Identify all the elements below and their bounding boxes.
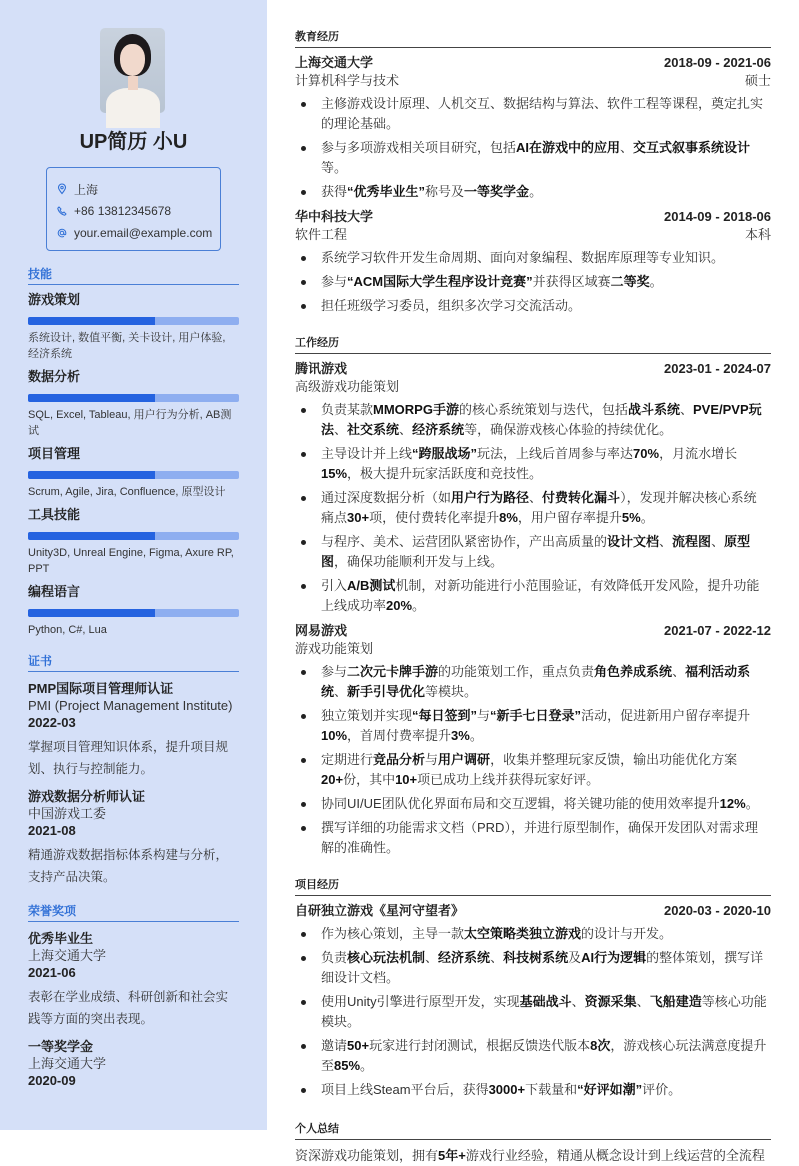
text-segment: 与程序、美术、运营团队紧密协作，产出高质量的	[321, 534, 608, 549]
bold-text: 8次	[590, 1038, 611, 1053]
skill-level-fill	[28, 532, 155, 540]
bold-text: PVE/PVP玩法	[321, 402, 762, 437]
major: 软件工程	[295, 227, 348, 242]
text-segment: 资深游戏功能策划，拥有	[295, 1148, 439, 1163]
bold-text: 12%	[719, 796, 746, 811]
skill-level-fill	[28, 471, 155, 479]
text-segment: 份，其中	[343, 772, 396, 787]
degree: 本科	[744, 227, 771, 242]
work-date: 2021-07 - 2022-12	[664, 623, 771, 638]
bold-text: 经济系统	[412, 422, 465, 437]
company-name: 网易游戏	[295, 623, 348, 638]
text-segment: 等。	[321, 160, 348, 175]
bold-text: 流程图	[672, 534, 712, 549]
text-segment: ，首周付费率提升	[347, 728, 452, 743]
certificates-description: 掌握项目管理知识体系，提升项目规划、执行与控制能力。	[28, 740, 229, 776]
text-segment: 参与	[321, 274, 348, 289]
location-pin-icon	[57, 184, 67, 194]
skill-level-bar	[28, 317, 239, 325]
text-segment: 、	[425, 950, 439, 965]
skill-name: 数据分析	[28, 369, 81, 384]
skill-description: Unity3D, Unreal Engine, Figma, Axure RP, PPT	[28, 547, 234, 575]
text-segment: 、	[334, 422, 348, 437]
bullet-item	[295, 1036, 771, 1076]
text-segment: 参与	[321, 664, 348, 679]
bold-text: 付费转化漏斗	[542, 490, 621, 505]
contact-phone	[57, 200, 220, 222]
bullet-list	[295, 924, 771, 1100]
bold-text: 50+	[347, 1038, 370, 1053]
bullet-item	[295, 444, 771, 484]
work-role	[295, 640, 771, 658]
text-segment: 。	[469, 728, 483, 743]
text-segment: 负责某款	[321, 402, 374, 417]
certificates-date: 2022-03	[28, 715, 76, 730]
bold-text: “每日签到”	[412, 708, 478, 723]
bold-text: 资源采集	[584, 994, 637, 1009]
text-segment: 项，使付费转化率提升	[369, 510, 500, 525]
bold-text: “ACM国际大学生程序设计竞赛”	[347, 274, 533, 289]
skill-name: 编程语言	[28, 584, 81, 599]
skill-level-bar	[28, 394, 239, 402]
text-segment: 获得	[321, 184, 348, 199]
bold-text: 5年+	[438, 1148, 466, 1163]
bullet-item	[295, 706, 771, 746]
project-header	[295, 902, 771, 920]
bullet-list	[295, 400, 771, 616]
text-segment: 与	[477, 708, 491, 723]
bold-text: 飞船建造	[649, 994, 702, 1009]
bold-text: 战斗系统	[627, 402, 680, 417]
text-segment: 、	[672, 664, 686, 679]
text-segment: 及	[568, 950, 582, 965]
text-segment: 、	[399, 422, 413, 437]
bold-text: 8%	[499, 510, 518, 525]
work-date: 2023-01 - 2024-07	[664, 361, 771, 376]
education-item	[295, 208, 771, 316]
text-segment: 的功能策划工作，重点负责	[438, 664, 595, 679]
text-segment: 、	[571, 994, 585, 1009]
certificates-description: 精通游戏数据指标体系构建与分析，支持产品决策。	[28, 848, 229, 884]
text-segment: 。	[745, 796, 759, 811]
text-segment: 独立策划并实现	[321, 708, 413, 723]
text-segment: ，用户留存率提升	[517, 510, 622, 525]
certificates-name: 游戏数据分析师认证	[28, 789, 146, 804]
text-segment: 玩家进行封闭测试，根据反馈迭代版本	[369, 1038, 591, 1053]
honors-issuer: 上海交通大学	[28, 948, 107, 963]
text-segment: 称号及	[425, 184, 465, 199]
bold-text: MMORPG手游	[373, 402, 459, 417]
bold-text: 用户行为路径	[451, 490, 530, 505]
certificates-issuer: 中国游戏工委	[28, 806, 107, 821]
bold-text: 3000+	[488, 1082, 526, 1097]
text-segment: 主导设计并上线	[321, 446, 413, 461]
skill-level-bar	[28, 609, 239, 617]
school-name: 华中科技大学	[295, 209, 374, 224]
text-segment: 。	[649, 274, 663, 289]
text-segment: ，极大提升玩家活跃度和竞技性。	[347, 466, 543, 481]
text-segment: 玩法，上线后首周参与率达	[477, 446, 634, 461]
bold-text: 30+	[347, 510, 370, 525]
bullet-list	[295, 94, 771, 202]
bold-text: 85%	[334, 1058, 361, 1073]
work-header	[295, 360, 771, 378]
skill-name: 工具技能	[28, 507, 81, 522]
text-segment: 通过深度数据分析（如	[321, 490, 452, 505]
bullet-item	[295, 818, 771, 858]
text-segment: 游戏行业经验，精通从概念设计到上线运营的全流程	[465, 1148, 765, 1163]
bold-text: “新手七日登录”	[490, 708, 582, 723]
skill-level-fill	[28, 394, 155, 402]
bold-text: 核心玩法机制	[347, 950, 426, 965]
bullet-item	[295, 488, 771, 528]
text-segment: 与	[425, 752, 439, 767]
education-item	[295, 54, 771, 202]
work-heading: 工作经历	[295, 334, 771, 354]
bold-text: 角色养成系统	[594, 664, 673, 679]
summary-heading: 个人总结	[295, 1120, 771, 1140]
bullet-item	[295, 1080, 771, 1100]
honors-name: 一等奖学金	[28, 1039, 94, 1054]
text-segment: 、	[680, 402, 694, 417]
text-segment: 。	[529, 184, 543, 199]
bold-text: “好评如潮”	[577, 1082, 643, 1097]
school-name: 上海交通大学	[295, 55, 374, 70]
company-name: 腾讯游戏	[295, 361, 348, 376]
text-segment: ，确保功能顺利开发与上线。	[334, 554, 504, 569]
education-subheader	[295, 226, 771, 244]
phone-text: +86 13812345678	[74, 204, 172, 218]
bold-text: 科技树系统	[503, 950, 569, 965]
bold-text: AI行为逻辑	[581, 950, 647, 965]
major: 计算机科学与技术	[295, 73, 400, 88]
bold-text: 20+	[321, 772, 344, 787]
honors-list	[28, 930, 239, 1090]
skill-description: SQL, Excel, Tableau, 用户行为分析, AB测试	[28, 409, 232, 437]
text-segment: 的整体策划，撰写详细设计文档。	[321, 950, 764, 985]
skill-level-bar	[28, 532, 239, 540]
bold-text: 二等奖	[610, 274, 650, 289]
text-segment: 撰写详细的功能需求文档（PRD），并进行原型制作，确保开发团队对需求理解的准确性。	[321, 820, 758, 855]
summary-text	[295, 1146, 771, 1166]
text-segment: ），发现并解决核心系统痛点	[321, 490, 757, 525]
text-segment: 、	[490, 950, 504, 965]
honors-description: 表彰在学业成绩、科研创新和社会实践等方面的突出表现。	[28, 990, 229, 1026]
certificates-heading: 证书	[28, 652, 239, 672]
projects-list	[295, 902, 771, 1100]
bold-text: 5%	[621, 510, 641, 525]
job-title: 高级游戏功能策划	[295, 379, 400, 394]
honors-issuer: 上海交通大学	[28, 1056, 107, 1071]
bullet-item	[295, 948, 771, 988]
text-segment: 邀请	[321, 1038, 348, 1053]
contact-box	[46, 167, 221, 251]
text-segment: 活动，促进新用户留存率提升	[581, 708, 751, 723]
skill-description: Python, C#, Lua	[28, 624, 107, 636]
text-segment: ，游戏核心玩法满意度提升至	[321, 1038, 767, 1073]
contact-location	[57, 178, 220, 200]
bullet-item	[295, 400, 771, 440]
text-segment: 。	[360, 1058, 374, 1073]
bullet-item	[295, 296, 771, 316]
work-item	[295, 622, 771, 858]
education-subheader	[295, 72, 771, 90]
skill-level-bar	[28, 471, 239, 479]
work-list	[295, 360, 771, 858]
text-segment: 、	[636, 994, 650, 1009]
text-segment: 等模块。	[425, 684, 478, 699]
bold-text: 3%	[451, 728, 470, 743]
bold-text: 10%	[321, 728, 348, 743]
text-segment: 项目上线Steam平台后，获得	[321, 1082, 489, 1097]
certificates-list	[28, 680, 239, 888]
text-segment: 的设计与开发。	[581, 926, 673, 941]
bold-text: 社交系统	[347, 422, 400, 437]
skills-heading: 技能	[28, 265, 239, 285]
honors-name: 优秀毕业生	[28, 931, 94, 946]
bold-text: 15%	[321, 466, 348, 481]
bold-text: 设计文档	[607, 534, 660, 549]
text-segment: 的核心系统策划与迭代，包括	[458, 402, 628, 417]
work-role	[295, 378, 771, 396]
text-segment: 机制，对新功能进行小范围验证，有效降低开发风险，提升功能上线成功率	[321, 578, 760, 613]
skill-level-fill	[28, 317, 155, 325]
skill-description: Scrum, Agile, Jira, Confluence, 原型设计	[28, 486, 226, 498]
text-segment: 、	[334, 684, 348, 699]
text-segment: 评价。	[642, 1082, 682, 1097]
bullet-item	[295, 924, 771, 944]
text-segment: 。	[640, 510, 654, 525]
text-segment: 并获得区域赛	[532, 274, 611, 289]
main-content	[295, 0, 771, 1166]
profile-photo	[100, 28, 165, 113]
education-date: 2014-09 - 2018-06	[664, 209, 771, 224]
bold-text: 经济系统	[438, 950, 491, 965]
bullet-item	[295, 794, 771, 814]
text-segment: 定期进行	[321, 752, 374, 767]
text-segment: 参与多项游戏相关项目研究，包括	[321, 140, 517, 155]
bullet-item	[295, 750, 771, 790]
project-item	[295, 902, 771, 1100]
text-segment: 作为核心策划，主导一款	[321, 926, 465, 941]
bullet-item	[295, 576, 771, 616]
text-segment: 引入	[321, 578, 348, 593]
at-sign-icon	[57, 228, 67, 238]
bold-text: 20%	[386, 598, 413, 613]
honors-date: 2020-09	[28, 1073, 76, 1088]
text-segment: 系统学习软件开发生命周期、面向对象编程、数据库原理等专业知识。	[321, 250, 725, 265]
text-segment: 项已成功上线并获得玩家好评。	[417, 772, 600, 787]
bold-text: 一等奖学金	[464, 184, 530, 199]
text-segment: 、	[620, 140, 634, 155]
work-item	[295, 360, 771, 616]
bold-text: 10+	[395, 772, 418, 787]
bold-text: 原型图	[321, 534, 751, 569]
text-segment: 、	[711, 534, 725, 549]
bold-text: 交互式叙事系统设计	[633, 140, 751, 155]
degree: 硕士	[744, 73, 771, 88]
phone-icon	[57, 206, 67, 216]
education-header	[295, 208, 771, 226]
text-segment: 等，确保游戏核心体验的持续优化。	[464, 422, 673, 437]
certificates-date: 2021-08	[28, 823, 76, 838]
text-segment: ，月流水增长	[659, 446, 738, 461]
skill-name: 游戏策划	[28, 292, 81, 307]
projects-heading: 项目经历	[295, 876, 771, 896]
text-segment: 使用Unity引擎进行原型开发，实现	[321, 994, 520, 1009]
bullet-item	[295, 182, 771, 202]
project-name: 自研独立游戏《星河守望者》	[295, 903, 465, 918]
skill-description: 系统设计, 数值平衡, 关卡设计, 用户体验, 经济系统	[28, 332, 226, 360]
work-header	[295, 622, 771, 640]
text-segment: 担任班级学习委员，组织多次学习交流活动。	[321, 298, 582, 313]
text-segment: ，收集并整理玩家反馈，输出功能优化方案	[490, 752, 738, 767]
certificates-issuer: PMI (Project Management Institute)	[28, 698, 233, 713]
job-title: 游戏功能策划	[295, 641, 374, 656]
honors-date: 2021-06	[28, 965, 76, 980]
candidate-name: UP简历 小U	[79, 131, 188, 153]
bold-text: 70%	[633, 446, 660, 461]
bold-text: A/B测试	[347, 578, 396, 593]
bold-text: 福利活动系统	[321, 664, 751, 699]
education-header	[295, 54, 771, 72]
skill-level-fill	[28, 609, 155, 617]
text-segment: 主修游戏设计原理、人机交互、数据结构与算法、软件工程等课程，奠定扎实的理论基础。	[321, 96, 764, 131]
honors-heading: 荣誉奖项	[28, 902, 239, 922]
bold-text: 用户调研	[438, 752, 491, 767]
email-link[interactable]: your.email@example.com	[74, 226, 213, 240]
bold-text: AI在游戏中的应用	[516, 140, 621, 155]
bullet-item	[295, 248, 771, 268]
text-segment: 、	[659, 534, 673, 549]
education-list	[295, 54, 771, 316]
skill-name: 项目管理	[28, 446, 81, 461]
text-segment: 协同UI/UE团队优化界面布局和交互逻辑，将关键功能的使用效率提升	[321, 796, 720, 811]
text-segment: 。	[412, 598, 426, 613]
education-date: 2018-09 - 2021-06	[664, 55, 771, 70]
skills-list	[28, 291, 239, 638]
bullet-item	[295, 138, 771, 178]
bullet-list	[295, 662, 771, 858]
bold-text: “优秀毕业生”	[347, 184, 426, 199]
contact-email	[57, 222, 220, 244]
text-segment: 、	[529, 490, 543, 505]
bold-text: “跨服战场”	[412, 446, 478, 461]
bold-text: 二次元卡牌手游	[347, 664, 439, 679]
text-segment: 下载量和	[525, 1082, 578, 1097]
bullet-list	[295, 248, 771, 316]
bullet-item	[295, 94, 771, 134]
bold-text: 太空策略类独立游戏	[464, 926, 582, 941]
bullet-item	[295, 272, 771, 292]
bold-text: 竞品分析	[373, 752, 426, 767]
text-segment: 负责	[321, 950, 348, 965]
sidebar	[0, 0, 267, 1130]
bold-text: 新手引导优化	[347, 684, 426, 699]
location-text: 上海	[74, 182, 99, 197]
project-date: 2020-03 - 2020-10	[664, 903, 771, 918]
bullet-item	[295, 532, 771, 572]
bullet-item	[295, 992, 771, 1032]
text-segment: 等核心功能模块。	[321, 994, 767, 1029]
education-heading: 教育经历	[295, 28, 771, 48]
certificates-name: PMP国际项目管理师认证	[28, 681, 174, 696]
bullet-item	[295, 662, 771, 702]
bold-text: 基础战斗	[519, 994, 572, 1009]
